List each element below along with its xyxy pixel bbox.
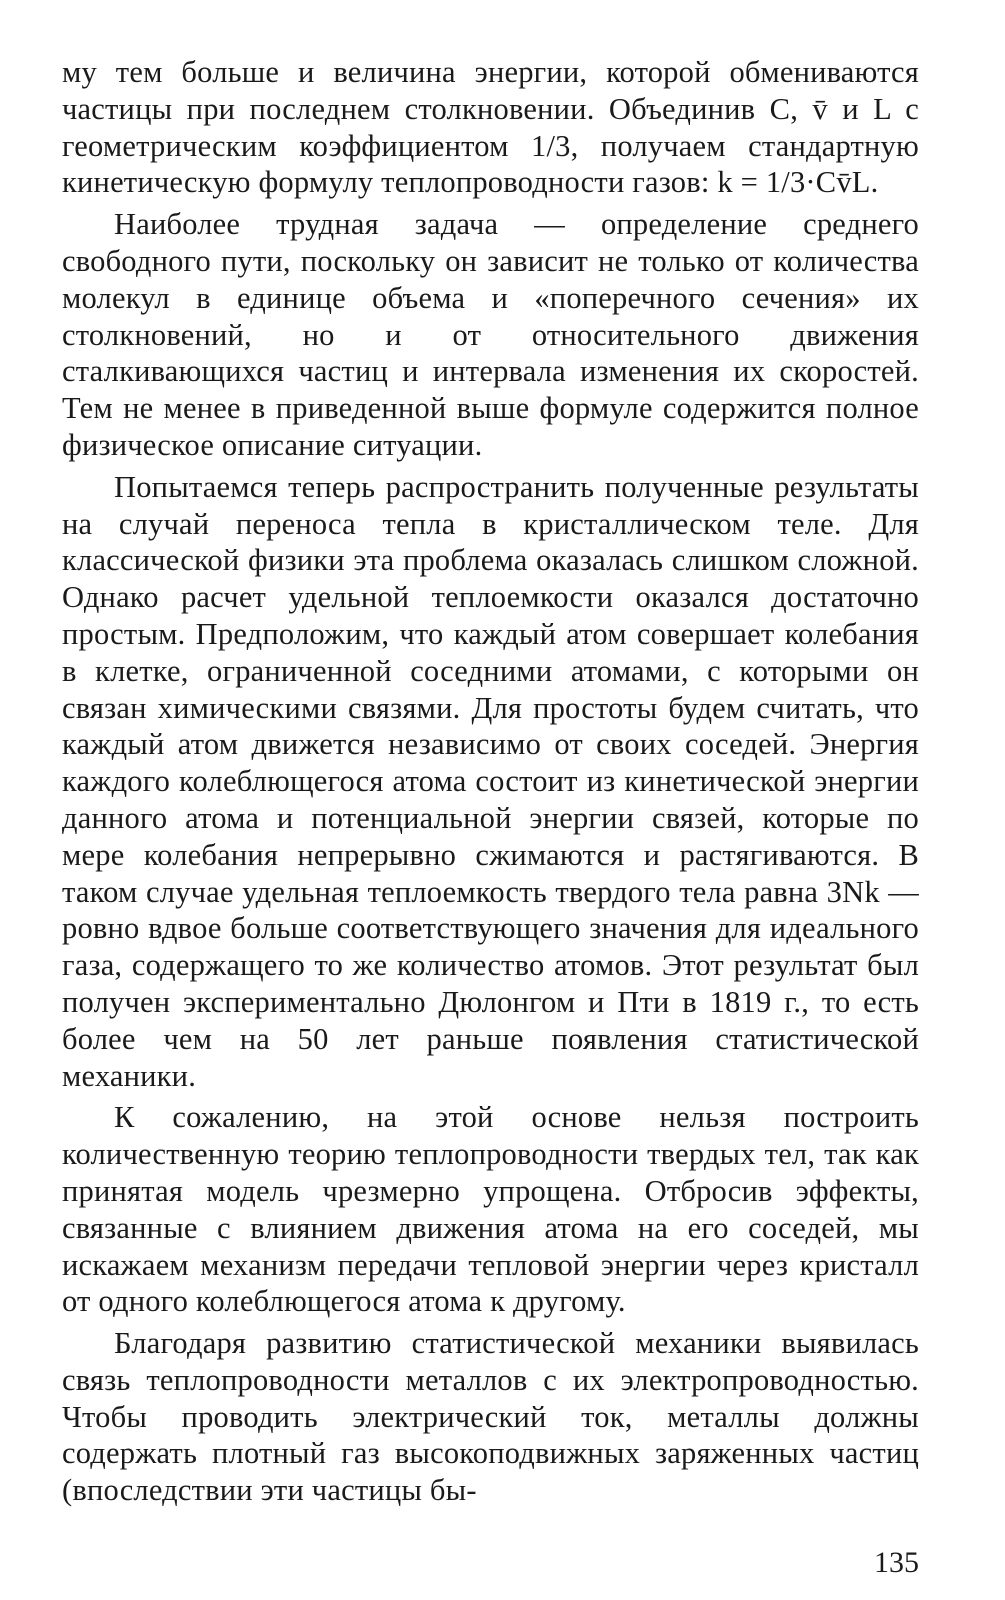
paragraph-metals-conductivity: Благодаря развитию статистической механики выявилась связь теплопроводности металлов с их электропроводностью. Чтобы проводить электрический ток, металлы должны содержать плотный газ высокоподвижных заряженных частиц (впоследствии эти частицы бы-: [62, 1326, 919, 1508]
page-body-text: [62, 54, 919, 1509]
paragraph-mean-free-path: Наиболее трудная задача — определение среднего свободного пути, поскольку он зависит не только от количества молекул в единице объема и «поперечного сечения» их столкновений, но и от относительного движения сталкивающихся частиц и интервала изменения их скоростей. Тем не менее в приведенной выше формуле содержится полное физическое описание ситуации.: [62, 207, 919, 462]
page-number: 135: [874, 1546, 919, 1579]
paragraph-continuation: му тем больше и величина энергии, которой обмениваются частицы при последнем столкновении. Объединив C, v̄ и L с геометрическим коэффициентом 1/3, получаем стандартную кинетическую формулу теплопроводности газов: k = 1/3·Cv̄L.: [62, 55, 919, 200]
paragraph-crystal-heat-capacity: Попытаемся теперь распространить полученные результаты на случай переноса тепла в кристаллическом теле. Для классической физики эта проблема оказалась слишком сложной. Однако расчет удельной теплоемкости оказался достаточно простым. Предположим, что каждый атом совершает колебания в клетке, ограниченной соседними атомами, с которыми он связан химическими связями. Для простоты будем считать, что каждый атом движется независимо от своих соседей. Энергия каждого колеблющегося атома состоит из кинетической энергии данного атома и потенциальной энергии связей, которые по мере колебания непрерывно сжимаются и растягиваются. В таком случае удельная теплоемкость твердого тела равна 3Nk — ровно вдвое больше соответствующего значения для идеального газа, содержащего то же количество атомов. Этот результат был получен экспериментально Дюлонгом и Пти в 1819 г., то есть более чем на 50 лет раньше появления статистической механики.: [62, 469, 919, 1093]
paragraph-model-limitations: К сожалению, на этой основе нельзя построить количественную теорию теплопроводности твердых тел, так как принятая модель чрезмерно упрощена. Отбросив эффекты, связанные с влиянием движения атома на его соседей, мы искажаем механизм передачи тепловой энергии через кристалл от одного колеблющегося атома к другому.: [62, 1100, 919, 1319]
